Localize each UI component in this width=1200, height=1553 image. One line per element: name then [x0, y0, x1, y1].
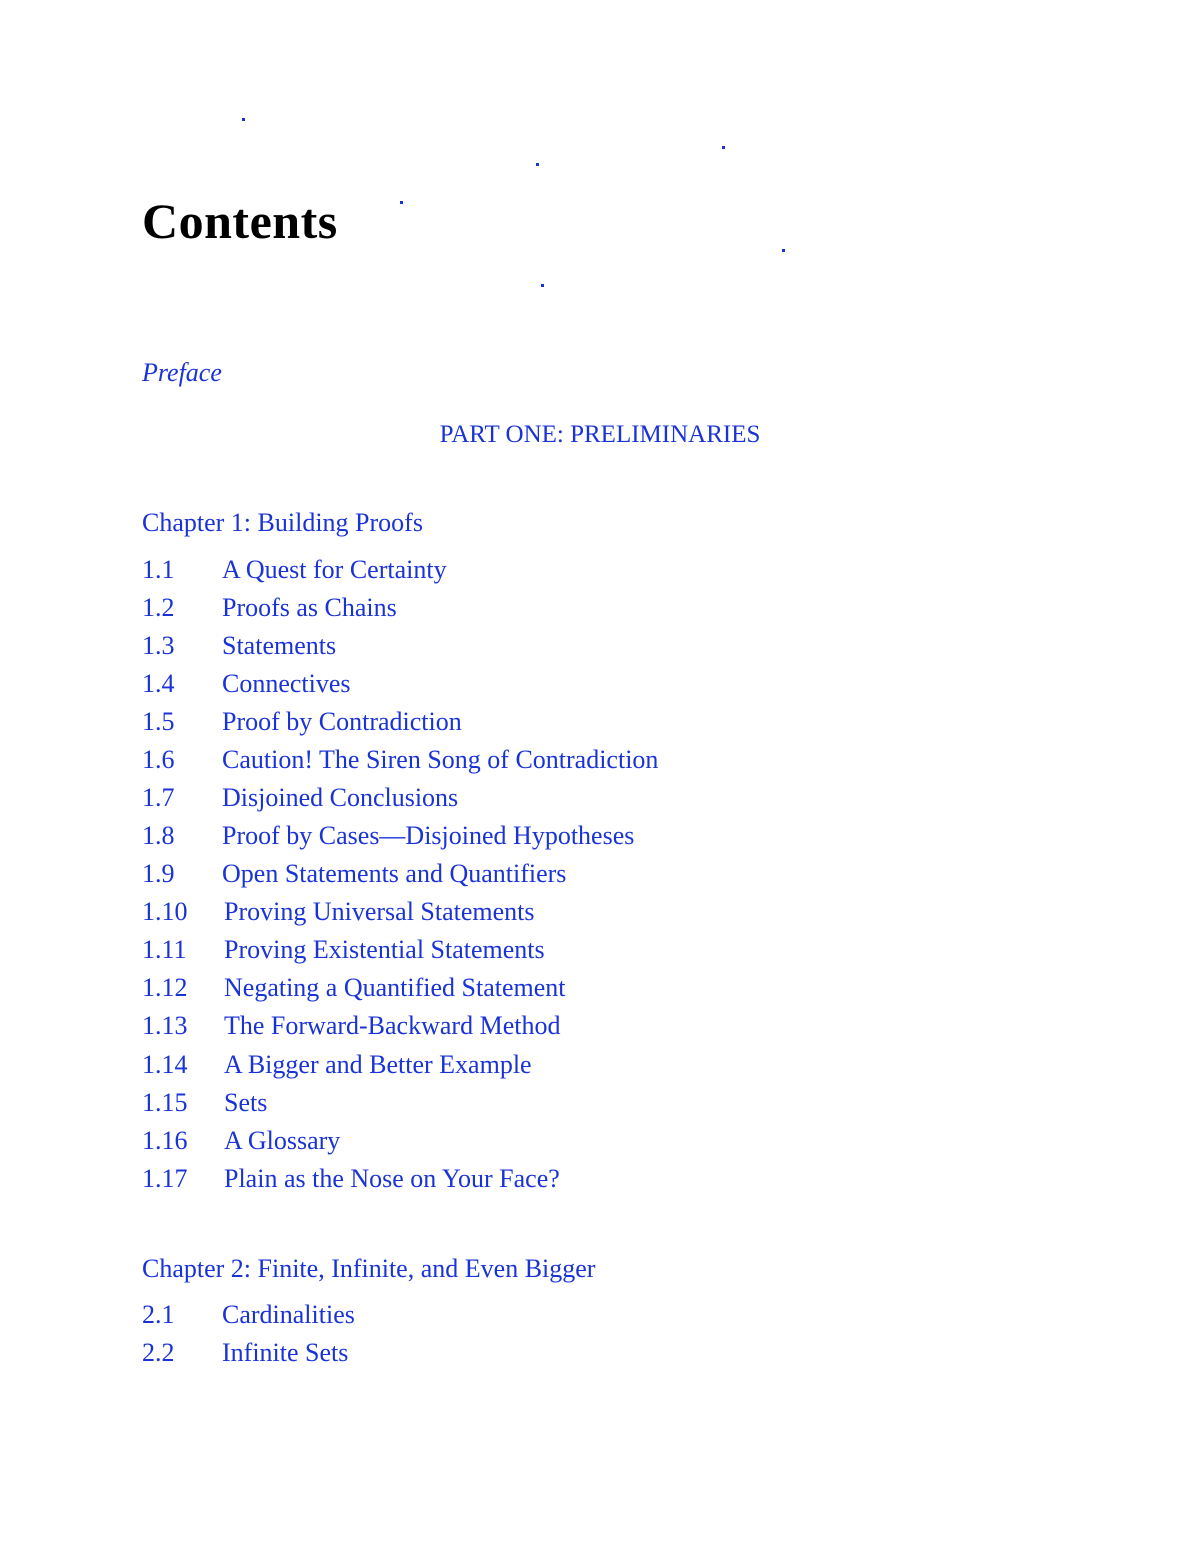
decorative-dot — [541, 284, 544, 287]
section-title: Open Statements and Quantifiers — [222, 859, 567, 888]
toc-entry[interactable] — [142, 1013, 560, 1039]
part-heading[interactable] — [0, 422, 1200, 447]
section-title: Statements — [222, 631, 337, 660]
section-title: Connectives — [222, 669, 351, 698]
toc-entry[interactable] — [142, 1302, 355, 1328]
section-number: 1.13 — [142, 1011, 188, 1040]
section-title: Negating a Quantified Statement — [224, 973, 566, 1002]
section-number: 1.17 — [142, 1164, 188, 1193]
page-title: Contents — [142, 193, 338, 249]
section-number: 1.14 — [142, 1050, 188, 1079]
toc-entry[interactable] — [142, 747, 658, 773]
section-title: The Forward-Backward Method — [224, 1011, 561, 1040]
toc-link-chapter-1[interactable]: Chapter 1: Building Proofs — [142, 508, 423, 537]
decorative-dot — [400, 201, 403, 204]
toc-entry[interactable] — [142, 709, 462, 735]
decorative-dot — [782, 249, 785, 252]
toc-entry[interactable] — [142, 557, 447, 583]
toc-entry[interactable] — [142, 595, 397, 621]
decorative-dot — [242, 118, 245, 121]
section-number: 1.2 — [142, 593, 175, 622]
section-title: Proof by Contradiction — [222, 707, 462, 736]
section-number: 1.9 — [142, 859, 175, 888]
section-title: Sets — [224, 1088, 268, 1117]
toc-entry[interactable] — [142, 1128, 340, 1154]
section-number: 1.1 — [142, 555, 175, 584]
section-title: Proving Universal Statements — [224, 897, 535, 926]
section-title: A Bigger and Better Example — [224, 1050, 532, 1079]
section-number: 1.8 — [142, 821, 175, 850]
section-number: 2.2 — [142, 1338, 175, 1367]
toc-entry[interactable] — [142, 823, 634, 849]
section-title: Disjoined Conclusions — [222, 783, 459, 812]
toc-link-preface[interactable]: Preface — [142, 358, 222, 387]
toc-entry[interactable] — [142, 1052, 532, 1078]
toc-entry[interactable] — [142, 671, 351, 697]
decorative-dot — [536, 163, 539, 166]
section-title: Cardinalities — [222, 1300, 355, 1329]
toc-entry[interactable] — [142, 1090, 267, 1116]
section-number: 1.6 — [142, 745, 175, 774]
toc-entry[interactable] — [142, 1340, 348, 1366]
part-heading-label: PART ONE: PRELIMINARIES — [439, 421, 761, 448]
toc-entry[interactable] — [142, 937, 545, 963]
toc-entry[interactable] — [142, 785, 458, 811]
section-title: Proofs as Chains — [222, 593, 397, 622]
toc-link-chapter-2[interactable]: Chapter 2: Finite, Infinite, and Even Bigger — [142, 1254, 596, 1283]
section-number: 1.12 — [142, 973, 188, 1002]
section-title: Caution! The Siren Song of Contradiction — [222, 745, 659, 774]
section-title: A Quest for Certainty — [222, 555, 447, 584]
section-number: 1.11 — [142, 935, 187, 964]
section-number: 1.15 — [142, 1088, 188, 1117]
section-number: 1.10 — [142, 897, 188, 926]
section-number: 1.16 — [142, 1126, 188, 1155]
section-title: Proof by Cases—Disjoined Hypotheses — [222, 821, 635, 850]
section-title: Infinite Sets — [222, 1338, 349, 1367]
section-number: 2.1 — [142, 1300, 175, 1329]
section-number: 1.5 — [142, 707, 175, 736]
section-number: 1.7 — [142, 783, 175, 812]
toc-entry[interactable] — [142, 1166, 560, 1192]
toc-entry[interactable] — [142, 899, 535, 925]
section-title: A Glossary — [224, 1126, 341, 1155]
toc-entry[interactable] — [142, 633, 336, 659]
section-number: 1.4 — [142, 669, 175, 698]
decorative-dot — [722, 146, 725, 149]
section-number: 1.3 — [142, 631, 175, 660]
section-title: Proving Existential Statements — [224, 935, 545, 964]
section-title: Plain as the Nose on Your Face? — [224, 1164, 560, 1193]
toc-entry[interactable] — [142, 861, 566, 887]
toc-entry[interactable] — [142, 975, 566, 1001]
